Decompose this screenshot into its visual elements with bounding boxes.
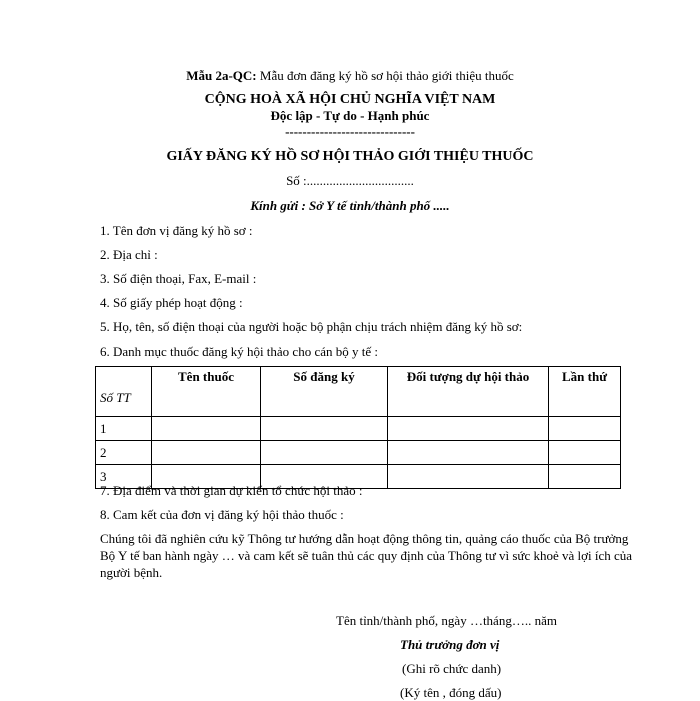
item-6: 6. Danh mục thuốc đăng ký hội thảo cho cán bộ y tế : (100, 344, 378, 359)
signer-note-sign: (Ký tên , đóng dấu) (400, 685, 502, 700)
header-cell: Đối tượng dự hội thảo (388, 367, 549, 417)
item-8: 8. Cam kết của đơn vị đăng ký hội thảo thuốc : (100, 507, 344, 522)
item-4: 4. Số giấy phép hoạt động : (100, 295, 243, 310)
table-cell (388, 441, 549, 465)
table-cell (152, 417, 261, 441)
table-row (96, 417, 621, 441)
form-description: Mẫu đơn đăng ký hồ sơ hội thảo giới thiệu thuốc (256, 68, 514, 83)
table-row (96, 441, 621, 465)
form-code-line (0, 68, 700, 84)
table-cell: 2 (96, 441, 152, 465)
table-header-row (96, 367, 621, 417)
header-cell: Tên thuốc (152, 367, 261, 417)
document-title: GIẤY ĐĂNG KÝ HỒ SƠ HỘI THẢO GIỚI THIỆU THUỐC (166, 149, 534, 164)
table-cell (388, 465, 549, 489)
table-cell (261, 417, 388, 441)
form-code: Mẫu 2a-QC: (186, 68, 257, 83)
table-cell (549, 417, 621, 441)
table-cell (549, 441, 621, 465)
document-number: Số :................................. (286, 173, 414, 188)
commitment-paragraph: Chúng tôi đã nghiên cứu kỹ Thông tư hướng dẫn hoạt động thông tin, quảng cáo thuốc của Bộ trưởng Bộ Y tế ban hành ngày … và cam kết sẽ tuân thủ các quy định của Thông tư vì sức khoẻ và lợi ích của người bệnh. (100, 531, 633, 580)
place-date-line: Tên tỉnh/thành phố, ngày …tháng….. năm (336, 613, 557, 628)
country-name: CỘNG HOÀ XÃ HỘI CHỦ NGHĨA VIỆT NAM (204, 92, 496, 107)
header-cell: Số đăng ký (261, 367, 388, 417)
table-cell (388, 417, 549, 441)
item-5: 5. Họ, tên, số điện thoại của người hoặc bộ phận chịu trách nhiệm đăng ký hồ sơ: (100, 319, 523, 334)
signer-role: Thủ trưởng đơn vị (400, 637, 500, 652)
table-cell (152, 441, 261, 465)
item-7: 7. Địa điểm và thời gian dự kiến tổ chức hội thảo : (100, 483, 363, 498)
recipient-line: Kính gửi : Sở Y tế tỉnh/thành phố ..... (250, 198, 450, 213)
item-3: 3. Số điện thoại, Fax, E-mail : (100, 271, 257, 286)
header-divider: ------------------------------ (285, 124, 415, 139)
table-cell (261, 441, 388, 465)
table-cell: 3 (96, 465, 152, 489)
table-cell: 1 (96, 417, 152, 441)
signer-note-title: (Ghi rõ chức danh) (402, 661, 502, 676)
header-cell: Lần thứ (549, 367, 621, 417)
table-cell (549, 465, 621, 489)
drug-list-table (95, 366, 621, 489)
header-cell: Số TT (96, 367, 152, 417)
item-2: 2. Địa chỉ : (100, 247, 158, 262)
item-1: 1. Tên đơn vị đăng ký hồ sơ : (100, 223, 253, 238)
motto: Độc lập - Tự do - Hạnh phúc (270, 108, 430, 123)
